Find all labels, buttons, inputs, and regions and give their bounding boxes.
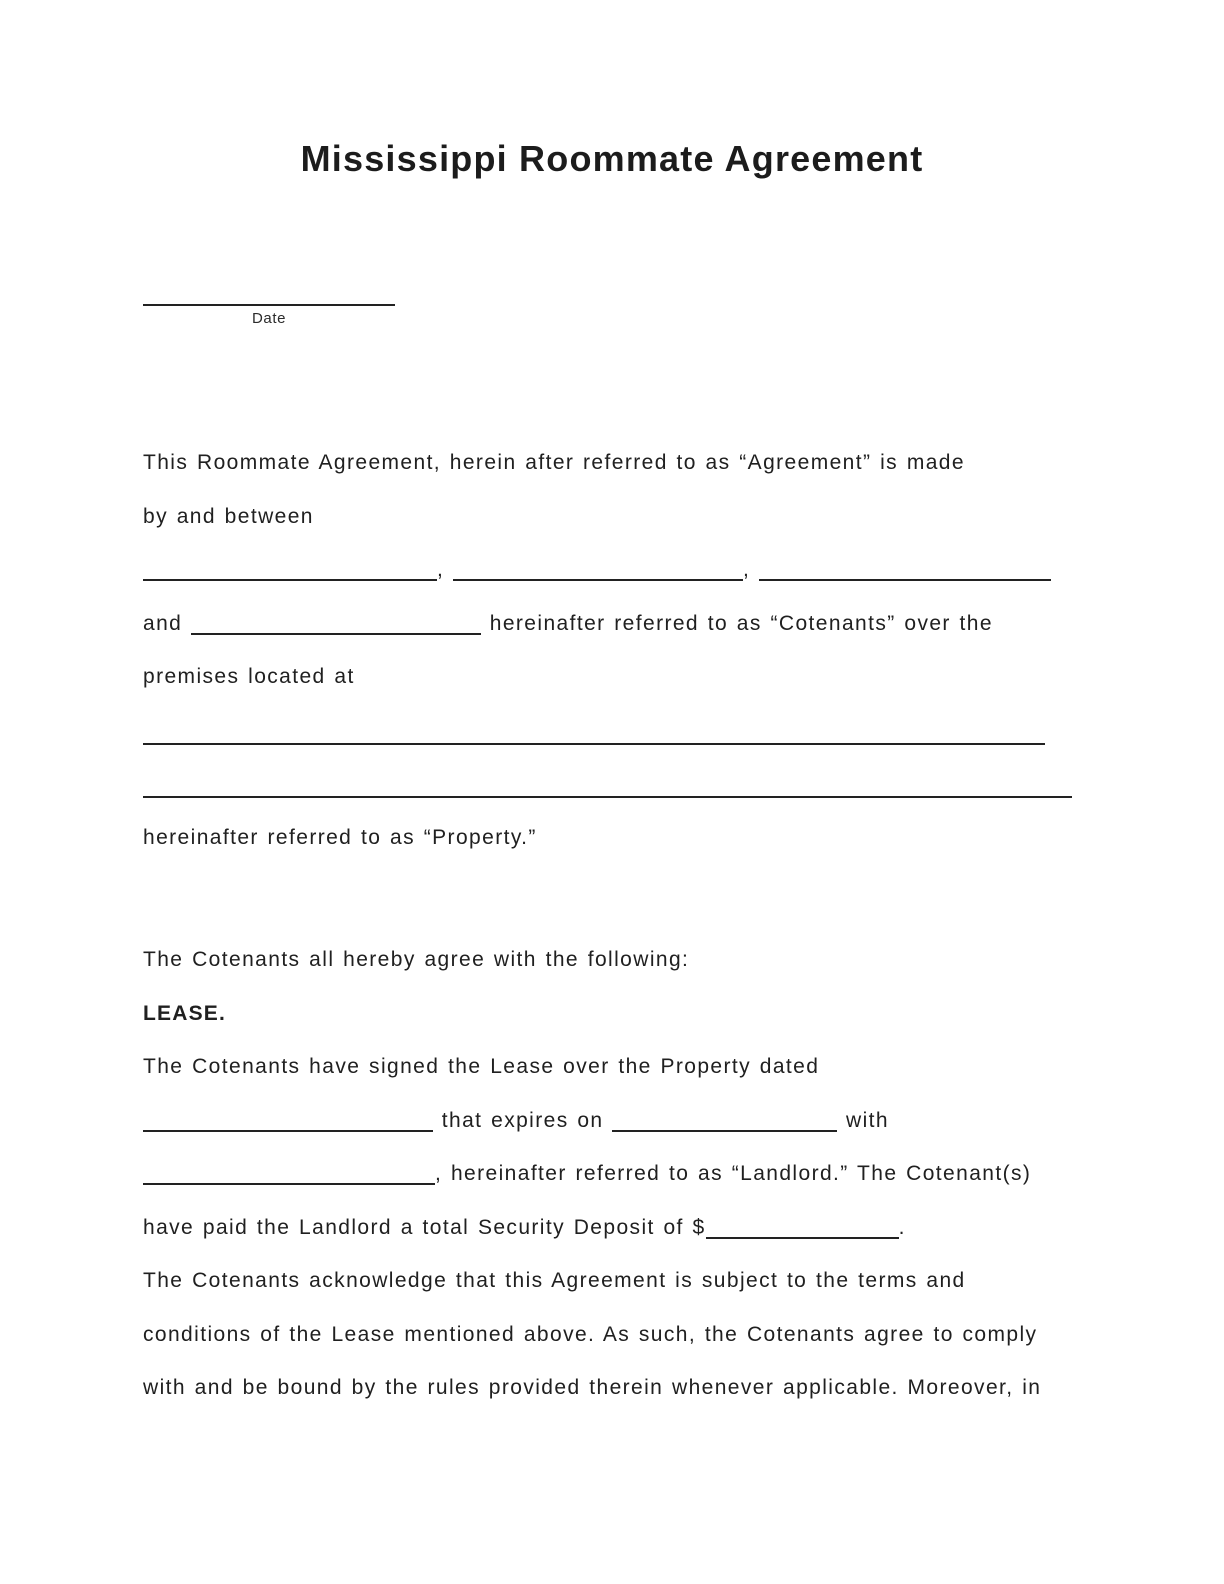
expiration-date-field[interactable] xyxy=(612,1116,837,1132)
intro-line-1: This Roommate Agreement, herein after referred to as “Agreement” is made xyxy=(143,451,965,474)
lease-date-field[interactable] xyxy=(143,1116,433,1132)
acknowledge-line-2: conditions of the Lease mentioned above. As such, the Cotenants agree to comply xyxy=(143,1322,1038,1346)
property-clause-line: hereinafter referred to as “Property.” xyxy=(143,825,537,849)
cotenant-name-field-4[interactable] xyxy=(191,619,481,635)
intro-paragraph xyxy=(143,436,1088,864)
date-label: Date xyxy=(251,310,287,327)
deposit-line xyxy=(143,1201,1088,1255)
premises-line: premises located at xyxy=(143,665,355,688)
landlord-line xyxy=(143,1147,1088,1201)
expires-on-text: that expires on xyxy=(441,1108,604,1132)
cotenant-name-field-3[interactable] xyxy=(759,565,1051,581)
landlord-clause: , hereinafter referred to as “Landlord.” The Cotenant(s) xyxy=(435,1162,1032,1185)
lead-in-line: The Cotenants all hereby agree with the following: xyxy=(143,948,690,971)
deposit-clause: have paid the Landlord a total Security Deposit of $ xyxy=(143,1215,706,1239)
cotenant-name-field-2[interactable] xyxy=(453,565,743,581)
lease-signed-line: The Cotenants have signed the Lease over the Property dated xyxy=(143,1055,820,1078)
landlord-name-field[interactable] xyxy=(143,1169,435,1185)
sentence-period: . xyxy=(898,1215,906,1239)
cotenants-clause: hereinafter referred to as “Cotenants” over the xyxy=(489,611,993,635)
property-address-row-2 xyxy=(143,757,1088,811)
and-word: and xyxy=(143,611,183,635)
lease-heading: LEASE. xyxy=(143,1001,227,1025)
date-field[interactable] xyxy=(143,283,395,306)
cotenant-name-field-1[interactable] xyxy=(143,565,437,581)
date-block xyxy=(143,283,395,328)
acknowledge-line-3: with and be bound by the rules provided therein whenever applicable. Moreover, in xyxy=(143,1376,1042,1399)
property-address-row-1 xyxy=(143,704,1088,758)
separator-comma: , xyxy=(437,558,445,581)
acknowledge-line-1: The Cotenants acknowledge that this Agreement is subject to the terms and xyxy=(143,1269,966,1292)
cotenant-names-row xyxy=(143,543,1088,597)
terms-section xyxy=(143,933,1088,1415)
separator-comma: , xyxy=(743,558,751,581)
lease-dates-line xyxy=(143,1094,1088,1148)
page-title: Mississippi Roommate Agreement xyxy=(300,138,924,179)
with-word: with xyxy=(846,1108,889,1132)
property-address-field-2[interactable] xyxy=(143,796,1072,798)
intro-line-2: by and between xyxy=(143,504,314,528)
deposit-amount-field[interactable] xyxy=(706,1223,899,1239)
property-address-field-1[interactable] xyxy=(143,743,1045,745)
and-cotenant-line xyxy=(143,597,1088,651)
